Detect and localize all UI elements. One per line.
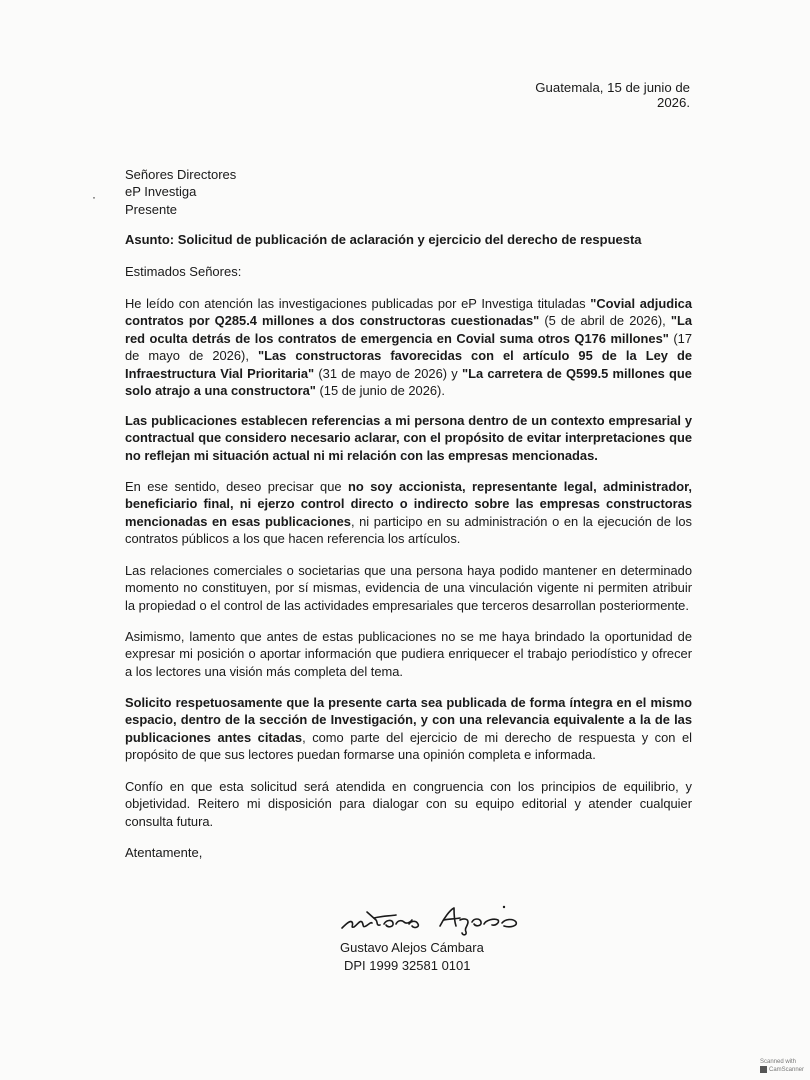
scanner-watermark: [760, 1059, 804, 1074]
letter-closing: Atentamente,: [125, 845, 203, 860]
p6-text: , como parte del ejercicio de mi derecho de respuesta y con el propósito de que sus lectores puedan formarse una opinión completa e informada.: [125, 729, 692, 763]
camscanner-logo-icon: [760, 1066, 767, 1073]
p2-text: Las publicaciones establecen referencias a mi persona dentro de un contexto empresarial y contractual que considero necesario aclarar, con el propósito de evitar interpretaciones que no reflejan mi situación actual ni mi relación con las empresas mencionadas.: [125, 413, 692, 463]
letter-date: Guatemala, 15 de junio de 2026.: [535, 80, 690, 110]
signer-id: DPI 1999 32581 0101: [344, 957, 471, 973]
p3-text-2: , ni participo en su administración o en la ejecución de los contratos públicos a los que hacen referencia los artículos.: [125, 513, 692, 547]
recipient-block: [125, 166, 236, 218]
signer-name: Gustavo Alejos Cámbara: [340, 940, 484, 955]
p1-title-3: "Las constructoras favorecidas con el artículo 95 de la Ley de Infraestructura Vial Prioritaria": [125, 348, 692, 381]
letter-subject: Asunto: Solicitud de publicación de aclaración y ejercicio del derecho de respuesta: [125, 232, 642, 247]
recipient-line-2: eP Investiga: [125, 184, 197, 200]
paragraph-5: [125, 628, 692, 680]
p7-text: Confío en que esta solicitud será atendida en congruencia con los principios de equilibrio, y objetividad. Reitero mi disposición para dialogar con su equipo editorial y atender cualquier consulta futura.: [125, 779, 692, 829]
paragraph-3: [125, 478, 692, 548]
p5-text: Asimismo, lamento que antes de estas publicaciones no se me haya brindado la oportunidad de expresar mi posición o aportar información que pudiera enriquecer el trabajo periodístico y ofrecer a los lectores una visión más completa del tema.: [125, 629, 692, 679]
p6-emphasis: Solicito respetuosamente que la presente carta sea publicada de forma íntegra en el mismo espacio, dentro de la sección de Investigación, y con una relevancia equivalente a la de las publicaciones antes citadas: [125, 695, 692, 745]
p4-text: Las relaciones comerciales o societarias que una persona haya podido mantener en determinado momento no constituyen, por sí mismas, evidencia de una vinculación vigente ni permiten atribuir la propiedad o el control de las actividades empresariales que terceros desarrollan posteriormente.: [125, 563, 692, 613]
watermark-brand: CamScanner: [768, 1067, 804, 1073]
letter-greeting: Estimados Señores:: [125, 264, 242, 279]
p3-text-1: En ese sentido, deseo precisar que: [125, 479, 348, 494]
p1-text-4: (31 de mayo de 2026) y: [314, 365, 462, 381]
p1-title-1: "Covial adjudica contratos por Q285.4 millones a dos constructoras cuestionadas": [125, 296, 692, 329]
paragraph-7: [125, 778, 692, 830]
p1-text-5: (15 de junio de 2026).: [315, 383, 445, 399]
handwritten-signature: [336, 898, 556, 938]
p1-text-3: (17 de mayo de 2026),: [125, 330, 693, 364]
p1-text-1: He leído con atención las investigaciones publicadas por eP Investiga tituladas: [125, 296, 591, 311]
margin-dot: ·: [92, 190, 96, 204]
p1-title-4: "La carretera de Q599.5 millones que solo atrajo a una constructora": [125, 365, 692, 399]
p1-text-2: (5 de abril de 2026),: [539, 313, 671, 329]
paragraph-1: [125, 295, 692, 399]
watermark-line-2: [760, 1066, 804, 1074]
signature-dot: [503, 906, 505, 908]
watermark-line-1: Scanned with: [759, 1058, 797, 1065]
p1-title-2: "La red oculta detrás de los contratos de emergencia en Covial suma otros Q176 millones": [125, 313, 692, 346]
paragraph-4: [125, 562, 692, 614]
paragraph-6: [125, 694, 692, 764]
recipient-line-3: Presente: [125, 201, 178, 217]
paragraph-2: [125, 412, 692, 464]
recipient-line-1: Señores Directores: [125, 167, 237, 182]
signer-block: [340, 939, 484, 974]
p3-emphasis: no soy accionista, representante legal, administrador, beneficiario final, ni ejerzo control directo o indirecto sobre las empresas constructoras mencionadas en esas publicaciones: [125, 479, 692, 529]
